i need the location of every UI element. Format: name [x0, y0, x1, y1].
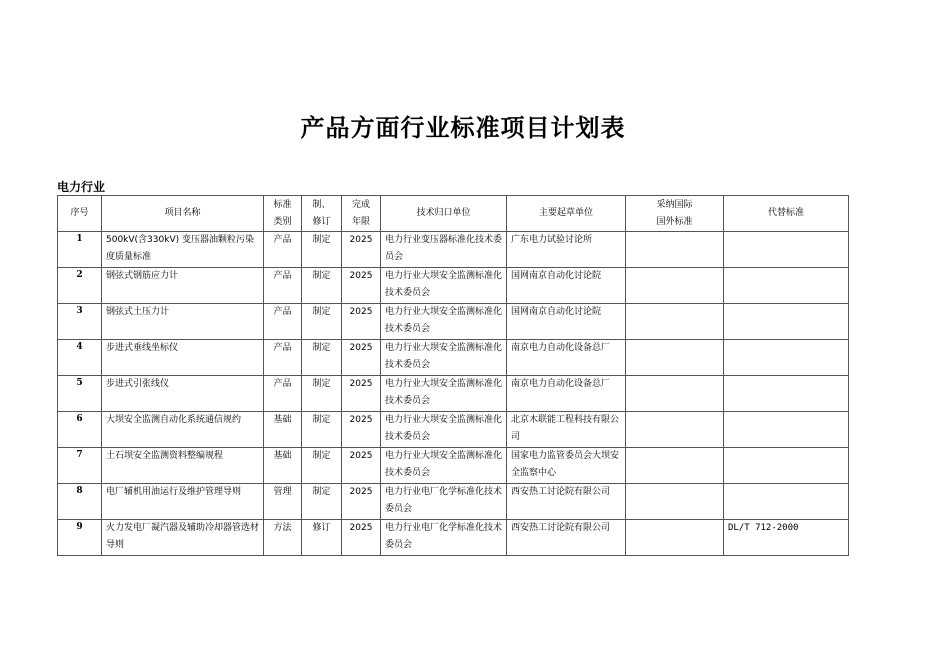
header-name: 项目名称 — [102, 196, 264, 232]
cell-tech-committee: 电力行业大坝安全监测标准化技术委员会 — [381, 376, 507, 412]
cell-seq: 7 — [58, 448, 102, 484]
cell-category: 产品 — [264, 340, 302, 376]
cell-tech-committee: 电力行业大坝安全监测标准化技术委员会 — [381, 412, 507, 448]
cell-revision-type: 制定 — [302, 340, 342, 376]
cell-project-name: 火力发电厂凝汽器及辅助冷却器管选材导则 — [102, 520, 264, 556]
cell-drafter: 西安热工讨论院有限公司 — [507, 484, 626, 520]
header-tech-committee: 技术归口单位 — [381, 196, 507, 232]
cell-seq: 4 — [58, 340, 102, 376]
header-year-line2: 年限 — [351, 216, 370, 227]
header-adopted-standard — [626, 196, 724, 232]
cell-seq: 1 — [58, 232, 102, 268]
header-category-line1: 标准 — [273, 199, 292, 210]
cell-project-name: 步进式引张线仪 — [102, 376, 264, 412]
cell-project-name: 钢弦式钢筋应力计 — [102, 268, 264, 304]
header-category-line2: 类别 — [273, 216, 292, 227]
cell-category: 基础 — [264, 412, 302, 448]
cell-seq: 9 — [58, 520, 102, 556]
cell-seq: 8 — [58, 484, 102, 520]
cell-year: 2025 — [342, 268, 381, 304]
header-revision-line2: 修订 — [312, 216, 331, 227]
cell-category: 产品 — [264, 268, 302, 304]
cell-drafter: 北京木联能工程科技有限公司 — [507, 412, 626, 448]
cell-year: 2025 — [342, 484, 381, 520]
cell-seq: 3 — [58, 304, 102, 340]
cell-project-name: 大坝安全监测自动化系统通信规约 — [102, 412, 264, 448]
cell-year: 2025 — [342, 304, 381, 340]
table-header-row — [58, 196, 849, 232]
cell-drafter: 国家电力监管委员会大坝安全监察中心 — [507, 448, 626, 484]
table-body — [58, 232, 849, 556]
cell-replaced-standard — [724, 232, 849, 268]
header-year — [342, 196, 381, 232]
cell-replaced-standard — [724, 268, 849, 304]
cell-replaced-standard — [724, 340, 849, 376]
table-row — [58, 340, 849, 376]
cell-adopted-standard — [626, 268, 724, 304]
table-row — [58, 268, 849, 304]
cell-revision-type: 修订 — [302, 520, 342, 556]
table-row — [58, 304, 849, 340]
cell-tech-committee: 电力行业电厂化学标准化技术委员会 — [381, 484, 507, 520]
cell-year: 2025 — [342, 376, 381, 412]
cell-category: 方法 — [264, 520, 302, 556]
cell-year: 2025 — [342, 520, 381, 556]
cell-replaced-standard — [724, 448, 849, 484]
cell-project-name: 钢弦式土压力计 — [102, 304, 264, 340]
section-heading: 电力行业 — [57, 180, 106, 194]
cell-revision-type: 制定 — [302, 304, 342, 340]
cell-replaced-standard — [724, 412, 849, 448]
standards-plan-table — [57, 195, 849, 556]
cell-replaced-standard — [724, 484, 849, 520]
cell-revision-type: 制定 — [302, 232, 342, 268]
cell-category: 产品 — [264, 232, 302, 268]
header-adopted-line1: 采纳国际 — [656, 199, 693, 210]
cell-drafter: 国网南京自动化讨论院 — [507, 268, 626, 304]
cell-year: 2025 — [342, 340, 381, 376]
cell-revision-type: 制定 — [302, 484, 342, 520]
cell-adopted-standard — [626, 520, 724, 556]
cell-replaced-standard — [724, 304, 849, 340]
cell-year: 2025 — [342, 412, 381, 448]
cell-category: 产品 — [264, 304, 302, 340]
header-replaced-standard: 代替标准 — [724, 196, 849, 232]
cell-seq: 2 — [58, 268, 102, 304]
cell-year: 2025 — [342, 232, 381, 268]
cell-tech-committee: 电力行业电厂化学标准化技术委员会 — [381, 520, 507, 556]
cell-category: 基础 — [264, 448, 302, 484]
cell-adopted-standard — [626, 412, 724, 448]
cell-tech-committee: 电力行业大坝安全监测标准化技术委员会 — [381, 448, 507, 484]
cell-tech-committee: 电力行业大坝安全监测标准化技术委员会 — [381, 340, 507, 376]
cell-project-name: 500kV(含330kV) 变压器油颗粒污染度质量标准 — [102, 232, 264, 268]
cell-year: 2025 — [342, 448, 381, 484]
cell-drafter: 国网南京自动化讨论院 — [507, 304, 626, 340]
cell-adopted-standard — [626, 484, 724, 520]
table-row — [58, 484, 849, 520]
cell-category: 管理 — [264, 484, 302, 520]
table-row — [58, 448, 849, 484]
cell-project-name: 土石坝安全监测资料整编规程 — [102, 448, 264, 484]
header-revision-line1: 制、 — [312, 199, 331, 210]
cell-adopted-standard — [626, 448, 724, 484]
cell-category: 产品 — [264, 376, 302, 412]
page-title: 产品方面行业标准项目计划表 — [300, 114, 626, 142]
header-year-line1: 完成 — [351, 199, 370, 210]
header-adopted-line2: 国外标准 — [656, 216, 693, 227]
table-row — [58, 376, 849, 412]
cell-adopted-standard — [626, 232, 724, 268]
header-drafter: 主要起草单位 — [507, 196, 626, 232]
cell-adopted-standard — [626, 340, 724, 376]
header-category — [264, 196, 302, 232]
cell-drafter: 南京电力自动化设备总厂 — [507, 376, 626, 412]
cell-replaced-standard — [724, 376, 849, 412]
cell-tech-committee: 电力行业大坝安全监测标准化技术委员会 — [381, 304, 507, 340]
cell-project-name: 步进式垂线坐标仪 — [102, 340, 264, 376]
cell-revision-type: 制定 — [302, 376, 342, 412]
cell-drafter: 南京电力自动化设备总厂 — [507, 340, 626, 376]
header-revision — [302, 196, 342, 232]
table-row — [58, 520, 849, 556]
cell-seq: 6 — [58, 412, 102, 448]
table-row — [58, 412, 849, 448]
cell-adopted-standard — [626, 376, 724, 412]
header-seq: 序号 — [58, 196, 102, 232]
cell-project-name: 电厂辅机用油运行及维护管理导则 — [102, 484, 264, 520]
cell-revision-type: 制定 — [302, 268, 342, 304]
table-row — [58, 232, 849, 268]
cell-adopted-standard — [626, 304, 724, 340]
cell-revision-type: 制定 — [302, 448, 342, 484]
cell-drafter: 西安热工讨论院有限公司 — [507, 520, 626, 556]
cell-drafter: 广东电力试验讨论所 — [507, 232, 626, 268]
cell-revision-type: 制定 — [302, 412, 342, 448]
cell-seq: 5 — [58, 376, 102, 412]
cell-tech-committee: 电力行业大坝安全监测标准化技术委员会 — [381, 268, 507, 304]
cell-replaced-standard: DL/T 712-2000 — [724, 520, 849, 556]
cell-tech-committee: 电力行业变压器标准化技术委员会 — [381, 232, 507, 268]
